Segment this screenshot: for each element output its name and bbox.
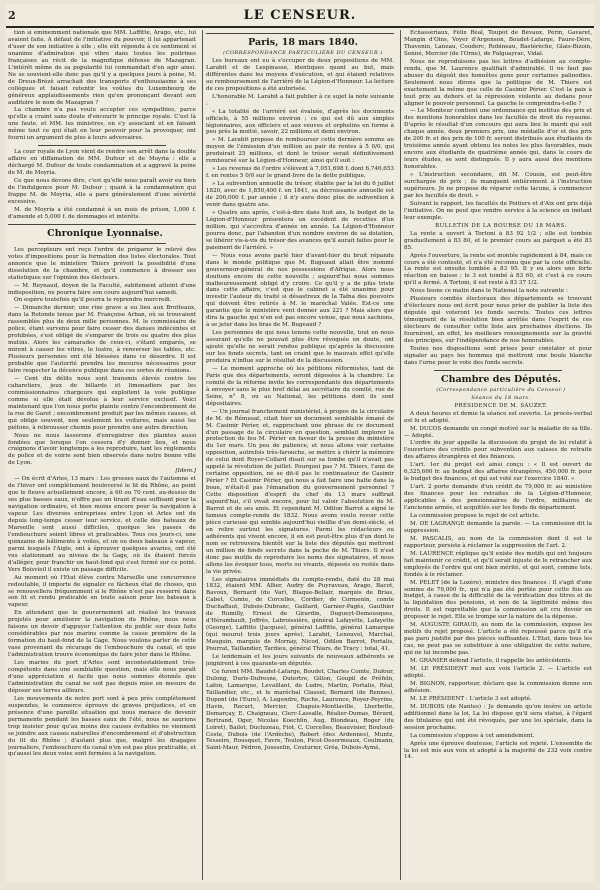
article-paragraph: — On écrit d'Arles, 13 mars : Les grosses eaux de l'automne et de l'hiver ont complètement bouleversé le lit du Rhône, au point que le fleuve actuellement encore, à 60 ou 70 cent. au-dessus de ses plus basses eaux, n'offre pas un tirant d'eau suffisant pour la navigation ordinaire, et bien moins encore pour la navigation à vapeur. Les diverses entreprises entre Lyon et Arles ont du depuis long-temps cesser leur service, et celle des bateaux de Marseille sont aussi difficiles, quoique les passes de l'embouchure soient libres et praticables. Tous ces jours-ci, une quinzaine de bâtiments à voiles, et un ou deux bateaux à vapeur, parmi lesquels l'Aigle, ont à éprouver quelques avaries, ont été vus stationnant au niveau de la Gage, où ils étaient forcés d'alléger, pour franchir un haut-fond qui s'est formé sur ce point. Vers Boisvieil il existe un passage difficile. xyxy=(8,476,196,573)
page-number: 2 xyxy=(8,9,16,22)
article-paragraph: Ce furent MM. Baudet-Lafarge, Boudet, Charles Comte, Dufour, Dulong, Duris-Dufresne, Dutertre, Gillon, Goupil de Préfeln, Lafon, Lamarque, Levaillant, de Ludre, Martin, Portalis, Réal, Taillandier, etc., et le maréchal Clausel, Bernard (de Rennes), Dupont (de l'Eure), A. Legendre, Roche, Laurence, Royer-Peyrine, Havin, Recurt, Mercier, Chapuis-Montlaville, Lherbette, Demarçay, E. Chaigneau, Clerc-Lassalle, Réalier-Dumas, Bérard, Bertrand, Oger, Nicolas Koechlin, Aug. Blondeau, Roger (du Loiret), Bailot, Ducluzeau, Fiot, C. Corcelles, Beauvisier, Bouloud-Coste, Dubois (de l'Ardèche), Robert (des Ardennes), Muntz, Tesseire, Rousquet, Favre, Teulon, Picot-Desormeaux, Coulmann, Saint-Maur, Pédron, Jousselin, Couturier, Gréa, Dubois-Aymé, xyxy=(206,668,394,752)
session-date: Séance du 18 mars. xyxy=(471,394,531,401)
article-paragraph: M. DE LAGRANGE demande la parole. — La commission dit la suppression. xyxy=(404,520,592,534)
article-paragraph: M. de Moyria a été condamné à un mois de prison, 1,000 f. d'amende et 5,000 f. de dommages et intérêts. xyxy=(8,206,196,220)
article-paragraph: L'art. 2 porte demande d'un crédit de 79,000 fr. au ministère des finances pour les retraites de la Légion-d'Honneur, applicables à des pensionnaires de l'ordre, militaires de l'ancienne armée, et acquittés sur les fonds du département. xyxy=(404,484,592,512)
article-paragraph: M. PASCALIS, au nom de la commission dont il est le rapporteur, persiste à réclamer la suppression de l'art. 2. xyxy=(404,535,592,549)
presidency-line: PRÉSIDENCE DE M. SAUZET. xyxy=(454,402,548,409)
article-paragraph: Au moment où l'Etat élève contre Marseille une concurrence redoutable, il importe de signaler ce fâcheux état de choses, qui se renouvellera fréquemment si le Rhône n'est pas resserré dans son lit et rendu praticable en toute saison pour les bateaux à vapeur. xyxy=(8,574,196,609)
section-subheading: (CORRESPONDANCE PARTICULIÈRE DU CENSEUR.) xyxy=(223,50,383,56)
article-paragraph: » Quatre ans après, c'est-à-dire dans huit ans, le budget de la Légion-d'Honneur présentera un excédent de recettes d'un million, qui s'accroîtra d'année en année. La Légion-d'Honneur pourra donc, par l'abandon d'un nombre environ de sa dotation, se libérer vis-à-vis du trésor des avances qu'il aurait faites pour le paiement de l'arriéré. » xyxy=(206,209,394,251)
article-signature: [Idem.] xyxy=(175,468,196,475)
column-3 xyxy=(404,30,592,880)
article-paragraph: Les percepteurs ont reçu l'ordre de préparer le relevé des votes d'impositions pour la formation des listes électorales. Tout annonce que le ministère Thiers prévoit la possibilité d'une dissolution de la chambre, et qu'il commence à dresser ses statistiques sur l'opinion des électeurs. xyxy=(8,246,196,281)
article-paragraph: M. AUGUSTE GIRAUD, au nom de la commission, expose les motifs du rejet proposé. L'article a été repoussé parce qu'il n'a pas paru justifié par des pièces suffisantes. L'Etat, dans tous les cas, ne peut pas se substituer à une obligation de cette nature, qui ne lui incombe pas. xyxy=(404,622,592,657)
column-1 xyxy=(8,30,196,880)
separator xyxy=(8,224,196,225)
newspaper-title: LE CENSEUR. xyxy=(243,8,357,23)
section-heading-bourse: BULLETIN DE LA BOURSE DU 18 MARS. xyxy=(435,222,567,229)
article-paragraph: M. LE PRÉSIDENT : L'article 3 est adopté. xyxy=(410,695,532,702)
article-paragraph: M. BIGNON, rapporteur, déclare que la commission donne son adhésion. xyxy=(404,680,592,694)
section-heading-chambre: Chambre des Députés. xyxy=(441,373,561,385)
article-paragraph: Les signataires immédiats du compte-rendu, daté du 28 mai 1832, étaient MM. Allier, Audry de Puyraveau, Arago, Bacot, Bavoux, Bernard (du Var), Blaque-Bellair, marquis de Brias, Cabet, Comte, de Corcelles, Cordier, de Cormenin, comte Duchaffaut, Dubois-Dubranc, Gaillard, Garnier-Pagès, Gauthier de Rumilly, Ernest de Girardin, Dugueyt-Demousques, d'Hérambault, Joffrès, Labroissière, général Lafayette, Lafayette (George), Laffitte (Jacques), général Laffitte, général Lamarque (qui mourut trois jours après), Larabit, Lenouvel, Marchal, Mauguin, marquis de Mornay, Nicod, Odilon Barrot, Portalis, Pourrat, Taillandier, Tardieu, général Thiars, de Tracy ; total, 41. xyxy=(206,576,394,653)
article-paragraph: On espère toutefois qu'il pourra le reprendre mercredi. xyxy=(14,297,172,304)
column-rule-left xyxy=(202,30,203,880)
article-paragraph: « La totalité de l'arriéré est évaluée, d'après les documents officiels, à 55 millions environ ; ce qui est dû aux simples légionnaires, aux officiers et aux veuves et orphelins en forme à peu près la moitié, savoir, 22 millions et demi environ. xyxy=(206,108,394,136)
article-paragraph: M. DUBOIS (de Nantes) : Je demande qu'on insère un article additionnel dans la loi. La loi dispose qu'il sera statué, à l'égard des titulaires qui ont été révoqués, par une loi spéciale, dans la session prochaine. xyxy=(404,703,592,731)
article-paragraph: — Le moment approche où les pétitions réformistes, tant de Paris que des départements, seront déposées à la chambre. Le comité de la réforme invite les correspondants des départements à envoyer sans le plus bref délai au secrétaire du comité, rue de Seine, n° 8, ou au National, les pétitions dont ils sont dépositaires. xyxy=(206,365,394,407)
article-paragraph: Nous ne reproduisons pas les lettres d'adhésion au compte-rendu, que M. Laurence qualifiait d'admirable. Il ne faut pas abuser du dégoût des honnêtes gens pour certaines palinodies. Seulement nous dirons que la politique de M. Thiers est exactement la même que celle de Casimir Périer. C'est la paix à tout prix au dehors et la répression violente au dedans pour aligner le pouvoir personnel. La gauche le comprendra-t-elle ? xyxy=(404,58,592,107)
article-paragraph: Les mouvements de notre port sont à peu près complètement suspendus, le commerce éprouve de graves préjudices, et en présence d'une pareille situation qui nous menace de devenir permanente pendant les basses eaux de l'été, nous ne saurions trop insister pour qu'au moins des causes évitables ne viennent se joindre aux causes naturelles d'encombrement et d'obstruction du lit du Rhône ; d'autant plus que, malgré les dragages journaliers, l'embouchure du canal n'en est pas plus praticable, et qu'aussi les deux voies sont fermées à la navigation. xyxy=(8,695,196,758)
article-paragraph: tion si éminemment nationale que MM. Laffitte, Arago, etc., lui avaient faite. A défaut de l'initiative du pouvoir, il lui appartenait d'user de son initiative à elle ; elle eût répondu à ce sentiment si unanime d'admiration qui vibre dans toutes les poitrines françaises au récit de la magnifique défense de Mazagran. L'intérêt même de sa popularité lui commandait d'en agir ainsi. Ne se souvient-elle donc pas qu'il y a quelques jours à peine, M. de Dreux-Brézé arrachait des transports d'enthousiasme à ses collègues et faisait retentir les voûtes du Luxembourg de généreux applaudissements rien qu'en prononçant devant son auditoire le nom de Mazagran ? xyxy=(8,30,196,106)
article-paragraph: La cour royale de Lyon vient de rendre son arrêt dans la double affaire en diffamation de MM. Dufour et de Moyria : elle a déchargé M. Dufour de toute condamnation et a aggravé la peine de M. de Moyria. xyxy=(8,149,196,177)
article-paragraph: L'ordre du jour appelle la discussion du projet de loi relatif à l'ouverture des crédits pour subvention aux caisses de retraite des affaires étrangères et des finances. xyxy=(404,440,592,461)
separator xyxy=(206,33,394,34)
article-paragraph: M. GRANIER défend l'article, il rappelle les antécédents. xyxy=(410,658,573,665)
article-paragraph: Ce que nous devons dire, c'est qu'elle nous paraît avoir eu bien de l'indulgence pour M. Dufour ; quant à la condamnation qui frappe M. de Moyria, elle a paru généralement d'une sévérité excessive. xyxy=(8,178,196,205)
article-paragraph: — Le Moniteur contient une ordonnance qui institue des prix et des mentions honorables dans les facultés de droit du royaume. D'après le résultat d'un concours qui aura lieu le mardi qui suit chaque année, deux premiers prix, une médaille d'or et des prix de 200 fr. et des prix de 100 fr. seront distribués aux étudiants de troisième année ayant obtenu les notes les plus favorables, mais encore aux étudiants de quatrième année qui, dans le cours de leurs études, se sont distingués. Il y aura aussi des mentions honorables. xyxy=(404,108,592,171)
article-paragraph: A deux heures et demie la séance est ouverte. Le procès-verbal est lu et adopté. xyxy=(404,410,592,424)
section-subheading: (Correspondance particulière du Censeur.) xyxy=(436,386,566,393)
article-paragraph: — Nous vous avons parlé hier d'avant-hier du bruit répandu dans le monde politique que M. Bugeaud allait être nommé gouverneur-général de nos possessions d'Afrique. Alors nous doutions encore de cette nouvelle ; aujourd'hui nous sommes malheureusement obligé d'y croire. Ce qu'il y a de plus triste dans cette affaire, c'est que le cabinet a été unanime pour investir l'auteur du traité si désastreux de la Tafna des pouvoirs qui doivent être retirés à M. le maréchal Valée. Est-ce une garantie que le ministère vent donner aux 221 ? Mais alors que dira la gauche qui n'en est pas encore venue, que nous sachions, à se jeter dans les bras de M. Bugeaud ? xyxy=(206,252,394,329)
article-paragraph: « L'instruction secondaire, dit M. Cousin, est peut-être surchargée de prix ; ils manquent entièrement à l'instruction supérieure. Je ne propose de réparer cette lacune, à commencer par les facultés de droit. » xyxy=(404,172,592,199)
section-heading-lyon: Chronique Lyonnaise. xyxy=(47,227,163,239)
masthead xyxy=(6,8,594,28)
article-paragraph: Les personnes de qui nous tenons cette nouvelle, tout en nous assurant qu'elle ne pouvait plus être révoquée en doute, ont ajouté qu'elle ne serait rendue publique qu'après la discussion sur les fonds secrets, tant on craint que le mauvais effet qu'elle produira n'influe sur le résultat de la discussion. xyxy=(206,330,394,364)
article-paragraph: — Dimanche dernier, une rixe grave a eu lieu aux Brotteaux, dans la Rotonde tenue par M. Françoise Arban, où se trouvaient rassemblés plus de deux mille personnes. M. le commissaire de police, étant survenu pour faire cesser des danses indécentes et prohibées, s'est obligé de s'emparer de trois ou quatre des plus mutins. Alors les camarades de ceux-ci, s'étant emparés, se mirent à casser les vitres, le lustre, à renverser les tables, etc. Plusieurs personnes ont été blessées dans ce désordre. Il est probable que l'autorité prendra les mesures nécessaires pour faire respecter la décence publique dans ces sortes de réunions. xyxy=(8,305,196,374)
article-paragraph: M. LE PRÉSIDENT met aux voix l'article 2. — L'article est adopté. xyxy=(404,666,592,679)
article-paragraph: » Les revenus de l'ordre s'élèvent à 7,051,698 f. dont 6,746,653 f. en rentes 5 0/0 sur le grand-livre de la dette publique. xyxy=(206,166,394,180)
article-paragraph: — M. Reynaud, doyen de la Faculté, subitement atteint d'une indisposition, ne pourra faire son cours aujourd'hui samedi. xyxy=(8,282,196,296)
article-paragraph: Suivant le rapport, les facultés de Poitiers et d'Aix ont pris déjà l'initiative. On ne peut que rendre service à la science en imitant leur exemple. xyxy=(404,200,592,221)
article-paragraph: Nous ne nous lasserons d'enregistrer des plaintes aussi fondées que lorsque l'on cessera d'y donner lieu, et nous craignons d'avoir longtemps à les reproduire, tant les règlements de police et de voirie sont bien observés dans notre bonne ville de Lyon. xyxy=(8,432,196,467)
article-paragraph: Plusieurs comités électoraux des départements se trouvant d'électeurs nous ont écrit pour nous prier de publier la liste des députés qui voteront les fonds secrets. Toutes ces lettres témoignent de la résolution bien arrêtée dans l'esprit de ces électeurs de consulter cette liste aux prochaines élections. Ils fourniront, en effet, les meilleurs renseignements sur la gravité des principes, sur l'indépendance de nos honorables. xyxy=(404,296,592,344)
article-paragraph: Le lendemain et les jours suivants de nouveaux adhérents se joignirent à ces quarante-un députés. xyxy=(206,654,394,667)
article-paragraph: Les marins du port d'Arles sont incontestablement très-compétents dans une semblable question, mais elle nous paraît d'une appréciation si facile que nous sommes étonnés que l'administration du canal ne soit pas depuis mise en mesure de déposer ses terres ailleurs. xyxy=(8,660,196,694)
article-paragraph: M. DUCOS demande un congé motivé sur la maladie de sa fille. — Adopté. xyxy=(404,425,592,439)
article-paragraph: En attendant que le gouvernement ait réalisé les travaux projetés pour améliorer la navigation du Rhône, nous nous faisons un devoir d'appuyer l'attention du public sur deux faits considérables par nos marins comme la cause première de la formation du haut-fond de la Cage. Nous voulons parler de cette vase provenant du récurage de l'embouchure du canal, et que l'administration trouve économique de faire jeter dans le Rhône. xyxy=(8,610,196,659)
separator xyxy=(434,370,562,371)
article-paragraph: Nous lisons ce matin dans le National la note suivante : xyxy=(410,288,568,295)
article-paragraph: » M. Larabit propose de rembourser cette dernière somme au moyen de l'émission d'un million au pair de rentes à 5 0/0, qui produirait 25 millions, et dont le trésor serait définitivement remboursé sur la Légion-d'Honneur, ainsi qu'il suit : xyxy=(206,137,394,165)
column-2 xyxy=(206,30,394,880)
article-paragraph: — Cent dix délits nous sont transmis élevés contre les cabaretiers, jeux de billards et limonadiers par les commissionnaires chargeurs qui exploitent la voie publique comme si elle était dévolue à leur service exclusif. Voici maintenant que l'on nous porte plainte contre l'encombrement de la rue de Garet ; encombrement produit par les mêmes causes, et qui oblige souvent, non seulement les voitures, mais aussi les piétons, à rebrousser chemin pour prendre une autre direction. xyxy=(8,375,196,431)
article-paragraph: L'art. 1er du projet est ainsi conçu : « Il est ouvert de 6,325,660 fr. au budget des affaires étrangères, 450,000 fr. pour le budget des finances, et qui est voté sur l'exercice 1840. » xyxy=(404,462,592,483)
separator xyxy=(38,145,166,146)
article-paragraph: Après l'ouverture, la rente est montée rapidement à 84, mais ce cours a été contesté, et n'a été reconnu que par la cote officielle. La rente est ensuite tombée à 83 95. Il y eu alors une forte réaction en baisse ; le 3 est tombé à 83 60, et c'est à ce cours qu'il a fermé. A Tortoni, il est resté à 83 37 1/2. xyxy=(404,252,592,287)
article-paragraph: M. LAURENCE réplique qu'il existe des motifs qui ont toujours fait maintenir ce crédit, et qu'il serait injuste de le retrancher aux employés de l'ordre qui ont bien mérité, et qui sont, comme tels, fondés à le réclamer. xyxy=(404,550,592,578)
section-heading-paris: Paris, 18 mars 1840. xyxy=(248,37,358,48)
article-paragraph: La rente a ouvert à Tortoni à 83 92 1/2 ; elle est tombée graduellement à 83 80, et le premier cours au parquet a été 83 85. xyxy=(404,230,592,251)
column-rule-right xyxy=(400,30,401,880)
article-paragraph: La chambre n'a pas voulu accepter ces sympathies, parce qu'elle a craint sans doute d'encourir le principe royale. C'est là une faute, et MM. les ministres, en s'y associant et en faisant même tout ce qui était en leur pouvoir pour la provoquer, ont fourni un argument de plus à leurs adversaires. xyxy=(8,107,196,142)
article-paragraph: Echassériaux, Félix Réal, Toupot de Bévaux, Périn, Gavaret, Mangin d'Oins, Voyer d'Argenson, Boudet-Lafarge, Faure-Dère, Thavenin, Laneau, Couderc, Robineau, Bastérèche, Glais-Bizoin, Senné, Mercier (de l'Orne), de Falguayrac, Vidal. xyxy=(404,30,592,57)
article-paragraph: La commission s'oppose à cet amendement. xyxy=(410,732,535,739)
article-paragraph: M. PELET (de la Lozère), ministre des finances : Il s'agit d'une somme de 79,000 fr., qui n'a pas été portée pour cette fois au budget, à cause de la difficulté de la vérification des titres et de la liquidation des pensions, et non de la légitimité même des droits. Il est regrettable que la commission ait cru devoir en proposer le rejet. Elle se trompe sur la nature de la dépense. xyxy=(404,579,592,621)
article-paragraph: — Un journal franchement ministériel, à propos de la circulaire de M. de Rémusat, citait hier un document semblable émané de M. Casimir Périer, et, rapprochant une phrase de ce document d'un passage de la circulaire en question, semblait implorer la protection de feu M. Périer en faveur de la presse du ministère du 1er mars. Un peu de patience, et nous allons voir certaine opposition, autrefois très-farouche, se mettre à chérir la mémoire de celui dont Royer-Collard disait sur sa tombe qu'il n'avait pas appelé la révolution de juillet. Pourquoi pas ? M. Thiers, l'ami de certaine opposition, ne se dit-il pas le continuateur de Casimir Périer ? Et Casimir Périer, qui nous a fait faire une halte dans la boue, n'était-il pas l'émanation du gouvernement personnel ? Cette disposition d'esprit du chef du 13 mars suffirait aujourd'hui, s'il vivait encore, pour lui valoir l'absolution de M. Barrot et de ses amis. Et cependant M. Odilon Barrot a signé le fameux compte-rendu de 1832. Nous avons voulu revoir cette pièce curieuse qui semble aujourd'hui vieillie d'un demi-siècle, et en relire surtout les signatures. Parmi les rédacteurs ou adhérents qui vivent encore, il en est peut-être plus d'un dont le nom se retrouvera bientôt sur la liste des députés qui mettront un million de fonds secrets dans la poche de M. Thiers. Il n'est donc pas inutile de reproduire les noms des signataires, et nous allons les évoquer tous, morts ou vivants, déposés ou restés dans la vie privée. xyxy=(206,408,394,575)
article-paragraph: » La subvention annuelle du trésor, établie par la loi du 6 juillet 1820, avec de 1,850,400 f. en 1841, sa décroissance annuelle est de 200,000 f. par année ; il n'y aura donc plus de subvention à venir dans quatre ans. xyxy=(206,181,394,209)
article-paragraph: Après une épreuve douteuse, l'article est rejeté. L'ensemble de la loi est mis aux voix et adopté à la majorité de 232 voix contre 14. xyxy=(404,740,592,761)
newspaper-page xyxy=(6,4,594,882)
article-paragraph: Les bureaux ont eu à s'occuper de deux propositions de MM. Larabit et de Lespinasse, identiques quant au but, mais différentes dans les moyens d'exécution, et qui étaient relatives au remboursement de l'arriéré de la Légion-d'Honneur. La lecture de ces propositions a été autorisée. xyxy=(206,57,394,92)
article-paragraph: La commission propose le rejet de cet article. xyxy=(410,513,540,519)
article-paragraph: Toutes nos dispositions sont prises pour constater et pour signaler au pays les hommes qui mettront une boule blanche dans l'urne pour le vote des fonds secrets. xyxy=(404,345,592,366)
separator xyxy=(38,243,166,244)
article-paragraph: L'honorable M. Larabit a fait publier à ce sujet la note suivante : xyxy=(206,93,394,107)
